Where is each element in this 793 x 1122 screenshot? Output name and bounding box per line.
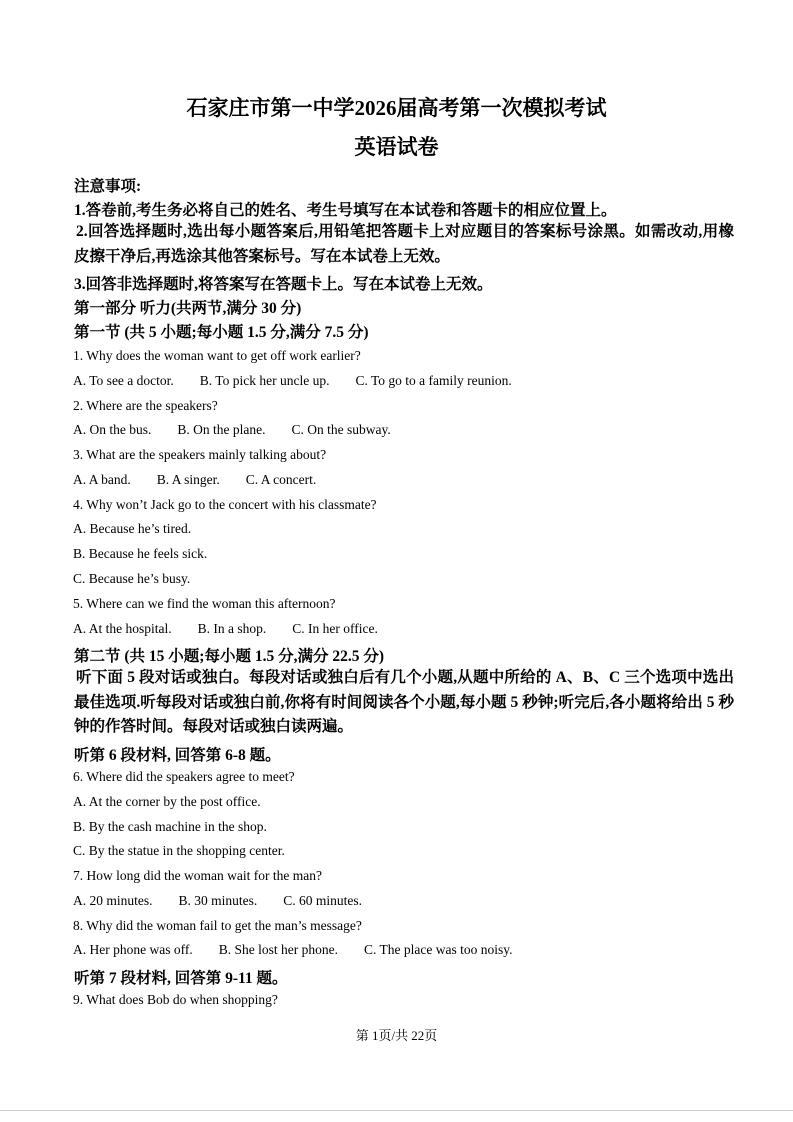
question-9: 9. What does Bob do when shopping? bbox=[73, 992, 278, 1007]
option-b: B. A singer. bbox=[156, 472, 220, 487]
option-b: B. To pick her uncle up. bbox=[199, 373, 330, 388]
option-c: C. The place was too noisy. bbox=[363, 942, 513, 957]
option-c: C. 60 minutes. bbox=[283, 893, 363, 908]
option-c: C. In her office. bbox=[292, 621, 378, 636]
question-6: 6. Where did the speakers agree to meet? bbox=[73, 769, 295, 784]
question-1-options bbox=[73, 373, 512, 389]
option-b: B. 30 minutes. bbox=[178, 893, 258, 908]
question-4-option-b: B. Because he feels sick. bbox=[73, 546, 208, 561]
question-4-option-c: C. Because he’s busy. bbox=[73, 571, 191, 586]
exam-title: 石家庄市第一中学2026届高考第一次模拟考试 bbox=[186, 96, 607, 120]
option-a: A. At the hospital. bbox=[73, 621, 172, 636]
question-1: 1. Why does the woman want to get off work earlier? bbox=[73, 348, 361, 363]
notice-heading: 注意事项: bbox=[74, 178, 142, 195]
option-b: B. On the plane. bbox=[177, 422, 266, 437]
option-b: B. She lost her phone. bbox=[218, 942, 338, 957]
question-7: 7. How long did the woman wait for the man? bbox=[73, 868, 322, 883]
option-c: C. On the subway. bbox=[291, 422, 391, 437]
question-6-option-b: B. By the cash machine in the shop. bbox=[73, 819, 267, 834]
material-7-heading: 听第 7 段材料, 回答第 9-11 题。 bbox=[74, 970, 288, 987]
question-6-option-a: A. At the corner by the post office. bbox=[73, 794, 261, 809]
option-c: C. To go to a family reunion. bbox=[355, 373, 512, 388]
question-5-options bbox=[73, 621, 378, 637]
option-a: A. 20 minutes. bbox=[73, 893, 153, 908]
option-a: A. Her phone was off. bbox=[73, 942, 193, 957]
question-4: 4. Why won’t Jack go to the concert with his classmate? bbox=[73, 497, 377, 512]
option-a: A. A band. bbox=[73, 472, 131, 487]
option-b: B. In a shop. bbox=[197, 621, 267, 636]
question-7-options bbox=[73, 893, 362, 909]
option-a: A. To see a doctor. bbox=[73, 373, 174, 388]
question-6-option-c: C. By the statue in the shopping center. bbox=[73, 843, 285, 858]
part1-title: 第一部分 听力(共两节,满分 30 分) bbox=[74, 300, 302, 317]
notice-item-3: 3.回答非选择题时,将答案写在答题卡上。写在本试卷上无效。 bbox=[74, 276, 493, 293]
option-c: C. A concert. bbox=[245, 472, 317, 487]
notice-item-2: 2.回答选择题时,选出每小题答案后,用铅笔把答题卡上对应题目的答案标号涂黑。如需改动,用橡皮擦干净后,再选涂其他答案标号。写在本试卷上无效。 bbox=[74, 223, 734, 265]
option-a: A. On the bus. bbox=[73, 422, 152, 437]
question-8: 8. Why did the woman fail to get the man’s message? bbox=[73, 918, 362, 933]
section2-instructions: 听下面 5 段对话或独白。每段对话或独白后有几个小题,从题中所给的 A、B、C 三个选项中选出最佳选项.听每段对话或独白前,你将有时间阅读各个小题,每小题 5 秒钟;听完后,各小题将给出 5 秒钟的作答时间。每段对话或独白读两遍。 bbox=[74, 669, 734, 735]
question-5: 5. Where can we find the woman this afternoon? bbox=[73, 596, 336, 611]
question-8-options bbox=[73, 942, 512, 958]
material-6-heading: 听第 6 段材料, 回答第 6-8 题。 bbox=[74, 747, 281, 764]
page-number: 第 1页/共 22页 bbox=[355, 1028, 438, 1043]
exam-subtitle: 英语试卷 bbox=[354, 135, 439, 159]
question-3: 3. What are the speakers mainly talking about? bbox=[73, 447, 327, 462]
question-4-option-a: A. Because he’s tired. bbox=[73, 521, 192, 536]
page-bottom-divider bbox=[0, 1110, 793, 1111]
question-2-options bbox=[73, 422, 391, 438]
question-3-options bbox=[73, 472, 316, 488]
question-2: 2. Where are the speakers? bbox=[73, 398, 218, 413]
section1-title: 第一节 (共 5 小题;每小题 1.5 分,满分 7.5 分) bbox=[74, 324, 369, 341]
section2-title: 第二节 (共 15 小题;每小题 1.5 分,满分 22.5 分) bbox=[74, 648, 384, 665]
notice-item-1: 1.答卷前,考生务必将自己的姓名、考生号填写在本试卷和答题卡的相应位置上。 bbox=[74, 202, 617, 219]
